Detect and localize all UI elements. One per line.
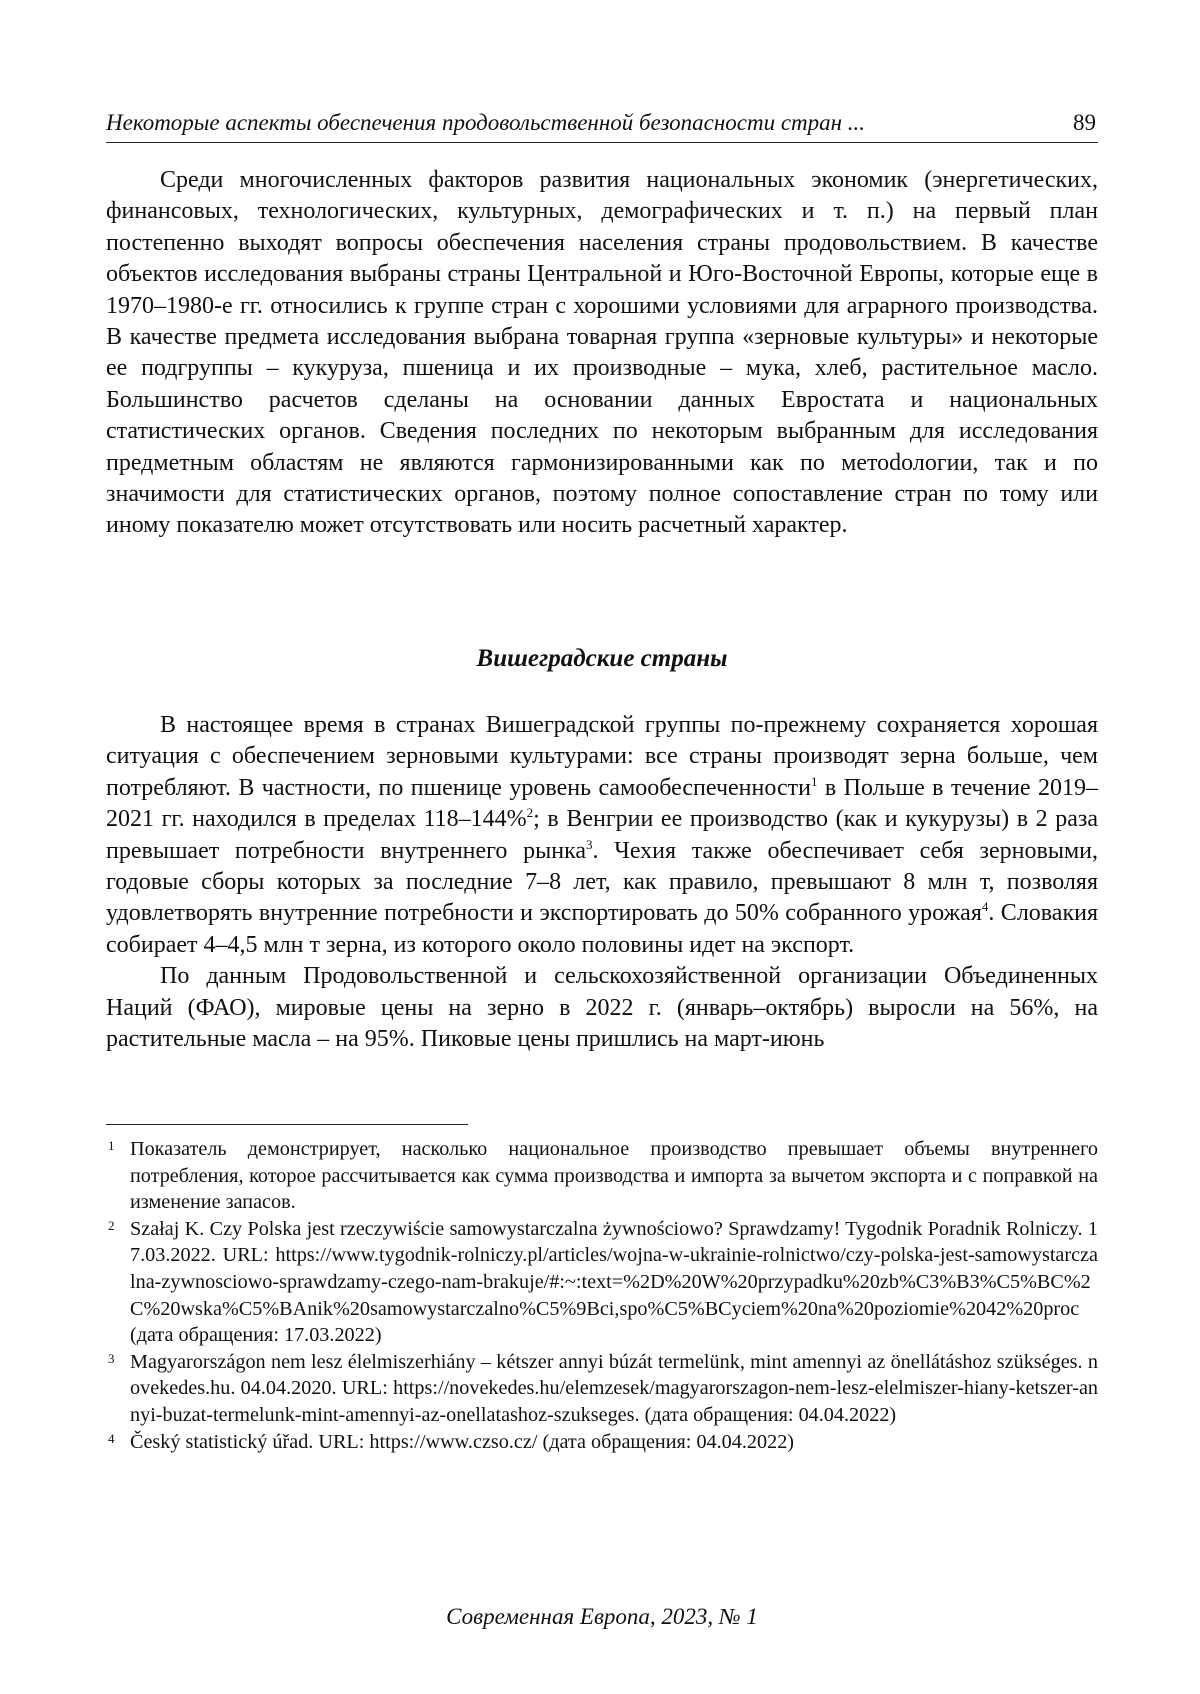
footnote-text: Показатель демонстрирует, насколько национальное производство превышает объемы внутреннего потребления, которое рассчитывается как сумма производства и импорта за вычетом экспорта и с поправкой на изменение запасов. xyxy=(130,1138,1098,1214)
intro-section xyxy=(106,165,1098,542)
running-title: Некоторые аспекты обеспечения продовольственной безопасности стран ... xyxy=(106,110,866,135)
running-header xyxy=(106,104,1098,143)
document-page xyxy=(106,0,1098,1694)
footnote-mark: 1 xyxy=(108,1138,115,1153)
section-body xyxy=(106,710,1098,1055)
page-number: 89 xyxy=(1073,110,1096,135)
footnote-2 xyxy=(106,1216,1098,1349)
paragraph-text: . Словакия собирает 4–4,5 млн т зерна, из которого около половины идет на экспорт. xyxy=(106,900,1099,958)
footnote-mark: 2 xyxy=(108,1217,115,1233)
paragraph-text: . Чехия также обеспечивает себя зерновыми, годовые сборы которых за последние 7–8 лет, как правило, превышают 8 млн т, позволяя удовлетворять внутренние потребности и экспортировать до 50% собранного урожая xyxy=(106,837,1099,927)
footnote-ref-2[interactable]: 2 xyxy=(526,805,534,821)
footnote-ref-3[interactable]: 3 xyxy=(586,836,593,852)
footnote-1 xyxy=(106,1136,1098,1216)
footnote-text[interactable]: Szałaj K. Czy Polska jest rzeczywiście samowystarczalna żywnościowo? Sprawdzamy! Tygodnik Poradnik Rolniczy. 17.03.2022. URL: https://www.tygodnik-rolniczy.pl/articles/wojna-w-ukrainie-rolnictwo/czy-polska-jest-samowystarczalna-zywnosciowo-sprawdzamy-czego-nam-brakuje/#:~:text=%2D%20W%20przypadku%20zb%C3%B3%C5%BC%2C%20wska%C5%BAnik%20samowystarczalno%C5%9Bci,spo%C5%BCyciem%20na%20poziomie%2042%20proc (дата обращения: 17.03.2022) xyxy=(130,1217,1098,1347)
footnote-text[interactable]: Český statistický úřad. URL: https://www.czso.cz/ (дата обращения: 04.04.2022) xyxy=(130,1430,795,1453)
footnotes xyxy=(106,1136,1098,1455)
paragraph-text: в Польше в течение 2019–2021 гг. находился в пределах 118–144% xyxy=(106,774,1099,833)
footnote-ref-4[interactable]: 4 xyxy=(981,899,989,915)
footnote-4 xyxy=(106,1429,1098,1456)
paragraph-text: В настоящее время в странах Вишеградской группы по-прежнему сохраняется хорошая ситуация с обеспечением зерновыми культурами: все страны производят зерна больше, чем потребляют. В частности, по пшенице уровень самообеспеченности xyxy=(106,712,1098,801)
footnote-3 xyxy=(106,1349,1098,1429)
section-paragraph-2: По данным Продовольственной и сельскохозяйственной организации Объединенных Наций (ФАО), мировые цены на зерно в 2022 г. (январь–октябрь) выросли на 56%, на растительные масла – на 95%. Пиковые цены пришлись на март-июнь xyxy=(106,963,1098,1053)
footnote-divider xyxy=(106,1124,468,1125)
journal-footer: Современная Европа, 2023, № 1 xyxy=(446,1604,758,1629)
intro-paragraph: Среди многочисленных факторов развития национальных экономик (энергетических, финансовых, технологических, культурных, демографических и т. п.) на первый план постепенно выходят вопросы обеспечения населения страны продовольствием. В качестве объектов исследования выбраны страны Центральной и Юго-Восточной Европы, которые еще в 1970–1980-е гг. относились к группе стран с хорошими условиями для аграрного производства. В качестве предмета исследования выбрана товарная группа «зерновые культуры» и некоторые ее подгруппы – кукуруза, пшеница и их производные – мука, хлеб, растительное масло. Большинство расчетов сделаны на основании данных Евростата и национальных статистических органов. Сведения последних по некоторым выбранным для исследования предметным областям не являются гармонизированными как по метоdологии, так и по значимости для статистических органов, поэтому полное сопоставление стран по тому или иному показателю может отсутствовать или носить расчетный характер. xyxy=(106,167,1098,539)
footnote-mark: 4 xyxy=(108,1430,115,1446)
footnote-text[interactable]: Magyarországon nem lesz élelmiszerhiány – kétszer annyi búzát termelünk, mint amennyi az önellátáshoz szükséges. novekedes.hu. 04.04.2020. URL: https://novekedes.hu/elemzesek/magyarorszagon-nem-lesz-elelmiszer-hiany-ketszer-annyi-buzat-termelunk-mint-amennyi-az-onellatashoz-szukseges. (дата обращения: 04.04.2022) xyxy=(130,1350,1098,1426)
footnote-mark: 3 xyxy=(108,1350,115,1366)
section-heading: Вишеградские страны xyxy=(476,645,728,672)
paragraph-text: ; в Венгрии ее производство (как и кукурузы) в 2 раза превышает потребности внутреннего рынка xyxy=(106,806,1098,864)
section-paragraph-1 xyxy=(106,710,1098,961)
footnote-ref-1[interactable]: 1 xyxy=(810,773,818,789)
